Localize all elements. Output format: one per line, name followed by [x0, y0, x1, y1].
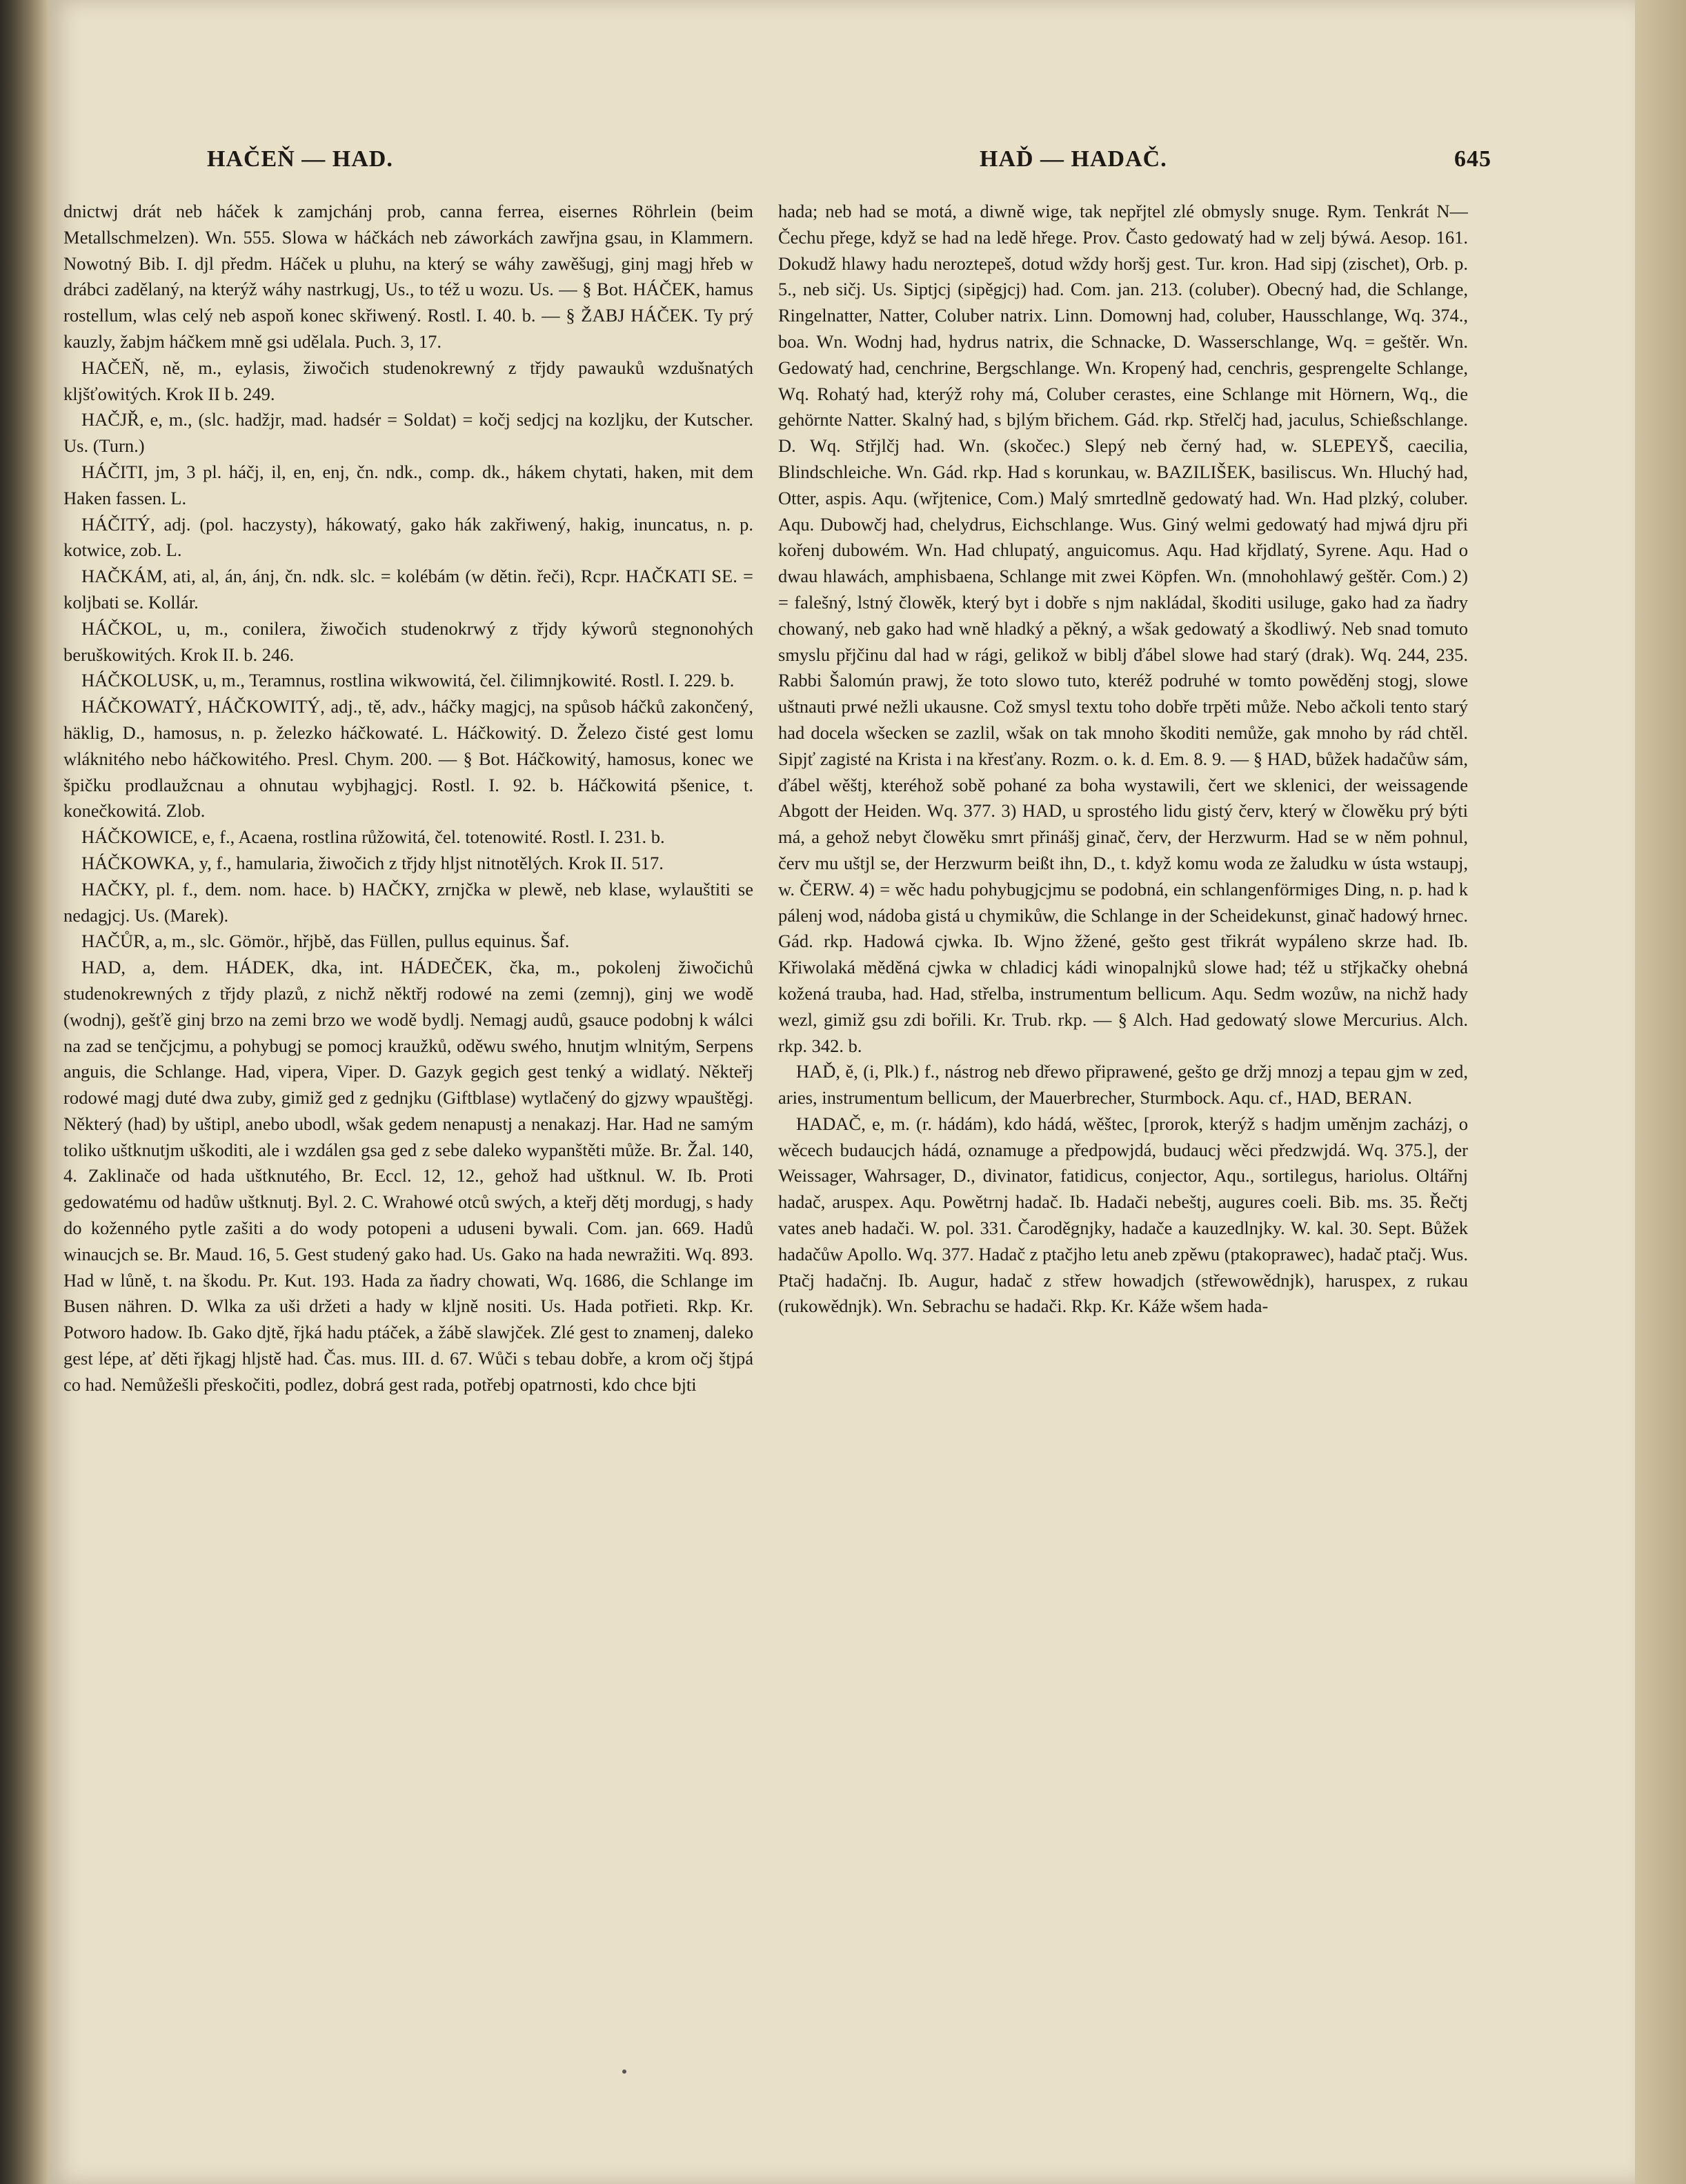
entry-hacky: HAČKY, pl. f., dem. nom. hace. b) HAČKY, zrnjčka w plewě, neb klase, wylauštiti se nedagjcj. Us. (Marek).	[63, 878, 753, 926]
book-gutter	[0, 0, 48, 2184]
entry-haciti: HÁČITI, jm, 3 pl. háčj, il, en, enj, čn. ndk., comp. dk., hákem chytati, haken, mit dem Haken fassen. L.	[63, 461, 753, 508]
print-speck	[622, 2069, 626, 2074]
entry-hacen: HAČEŇ, ně, m., eylasis, žiwočich studenokrewný z třjdy pawauků wzdušnatých kljšťowitých. Krok II b. 249.	[63, 357, 753, 404]
entry-had: HAD, a, dem. HÁDEK, dka, int. HÁDEČEK, čka, m., pokolenj žiwočichů studenokrewných z třjdy plazů, z nichž něktřj rodowé na zemi (zemnj), ginj we wodě (wodnj), gešťě ginj brzo na zemi brzo we wodě bydlj. Nemagj audů, gsauce podobnj k wálci na zad se tenčjcjmu, a pohybugj se pomocj kraužků, oděwu swého, hnutjm wlnitým, Serpens anguis, die Schlange. Had, vipera, Viper. D. Gazyk gegich gest tenký a widlatý. Někteřj rodowé magj duté dwa zuby, gimiž ged z gednjku (Giftblase) wytlačený do gjzwy wpauštěgj. Některý (had) by uštipl, anebo ubodl, wšak gedem nenapustj a nenakazj. Har. Had ne samým toliko uštknutjm uškoditi, ale i wzdálen gsa ged z sebe daleko wypanštěti může. Br. Žal. 140, 4. Zaklinače od hada uštknutého, Br. Eccl. 12, 12., gehož had uštknul. W. Ib. Proti gedowatému od hadůw uštknutj. Byl. 2. C. Wrahowé otců swých, a kteřj dětj mordugj, s hady do koženného pytle zašiti a do wody potopeni a uduseni bywali. Com. jan. 669. Hadů winaucjch se. Br. Maud. 16, 5. Gest studený gako had. Us. Gako na hada newražiti. Wq. 893. Had w lůně, t. na škodu. Pr. Kut. 193. Hada za ňadry chowati, Wq. 1686, die Schlange im Busen nähren. D. Wlka za uši držeti a hady w kljně nositi. Us. Hada potřieti. Rkp. Kr. Potworo hadow. Ib. Gako djtě, řjká hadu ptáček, a žábě slawjček. Zlé gest to znamenj, daleko gest lépe, ať děti řjkagj hljstě had. Čas. mus. III. d. 67. Wůči s tebau dobře, a krom očj štjpá co had. Nemůžešli přeskočiti, podlez, dobrá gest rada, potřebj opatrnosti, kdo chce bjti	[63, 957, 753, 1395]
page-edge	[1635, 0, 1686, 2184]
entry-hackowaty: HÁČKOWATÝ, HÁČKOWITÝ, adj., tě, adv., háčky magjcj, na spůsob háčků zakončený, häklig, D., hamosus, n. p. železko háčkowaté. L. Háčkowitý. D. Železo čisté gest lomu wláknitého nebo háčkowitého. Presl. Chym. 200. — § Bot. Háčkowitý, hamosus, konec we špičku prodlaužcnau a ohnutau wybjhagjcj. Rostl. I. 92. b. Háčkowitá pšenice, t. konečkowitá. Zlob.	[63, 696, 753, 822]
right-running-head: HAĎ — HADAČ.	[980, 146, 1167, 172]
page-number: 645	[1454, 146, 1491, 172]
entry-text: dnictwj drát neb háček k zamjchánj prob, canna ferrea, eisernes Röhrlein (beim Metallschmelzen). Wn. 555. Slowa w háčkách neb záworkách zawřjna gsau, in Klammern. Nowotný Bib. I. djl předm. Háček u pluhu, na který se wáhy zawěšugj, ginj magj hřeb w drábci zadělaný, na kterýž wáhy nastrkugj, Us., to též u wozu. Us. — § Bot. HÁČEK, hamus rostellum, wlas celý neb aspoň konec skřiwený. Rostl. I. 40. b. — § ŽABJ HÁČEK. Ty prý kauzly, žabjm háčkem mně gsi udělala. Puch. 3, 17.	[63, 201, 753, 352]
entry-hackowka: HÁČKOWKA, y, f., hamularia, žiwočich z třjdy hljst nitnotělých. Krok II. 517.	[81, 852, 664, 873]
entry-hacur: HAČŮR, a, m., slc. Gömör., hřjbě, das Füllen, pullus equinus. Šaf.	[81, 931, 570, 952]
entry-hackam: HAČKÁM, ati, al, án, ánj, čn. ndk. slc. = kolébám (w dětin. řeči), Rcpr. HAČKATI SE. = koljbati se. Kollár.	[63, 566, 753, 613]
entry-had-continued: hada; neb had se motá, a diwně wige, tak nepřjtel zlé obmysly snuge. Rym. Tenkrát N— Čechu přege, když se had na ledě hřege. Prov. Často gedowatý had w zelj býwá. Aesop. 161. Dokudž hlawy hadu neroztepeš, dotud wždy horšj gest. Tur. kron. Had sipj (zischet), Orb. p. 5., neb sičj. Us. Siptjcj (sipěgjcj) had. Com. jan. 213. (coluber). Obecný had, die Schlange, Ringelnatter, Natter, Coluber natrix. Linn. Domownj had, coluber, Hausschlange, Wq. 374., boa. Wn. Wodnj had, hydrus natrix, die Schnacke, D. Wasserschlange, Wq. = geštěr. Wn. Gedowatý had, cenchrine, Bergschlange. Wn. Kropený had, cenchris, gesprengelte Schlange, Wq. Rohatý had, kterýž rohy má, Coluber cerastes, eine Schlange mit Hörnern, Wq., die gehörnte Natter. Skalný had, s bjlým břichem. Gád. rkp. Střelčj had, jaculus, Schießschlange. D. Wq. Střjlčj had. Wn. (skočec.) Slepý neb černý had, w. SLEPEYŠ, caecilia, Blindschleiche. Wn. Gád. rkp. Had s korunkau, w. BAZILIŠEK, basiliscus. Wn. Hluchý had, Otter, aspis. Aqu. (wřjtenice, Com.) Malý smrtedlně gedowatý had. Wn. Had plzký, coluber. Aqu. Dubowčj had, chelydrus, Eichschlange. Wus. Giný welmi gedowatý had mjwá djru při kořenj dubowém. Wn. Had chlupatý, anguicomus. Aqu. Had křjdlatý, Syrene. Aqu. Had o dwau hlawách, amphisbaena, Schlange mit zwei Köpfen. Wn. (mnohohlawý geštěr. Com.) 2) = falešný, lstný člowěk, který byt i dobře s njm nakládal, škoditi usiluge, gako had za ňadry chowaný, neb gako had wně hladký a pěkný, a wšak gedowatý a škodliwý. Neb snad tomuto smyslu přjčinu dal had w rági, gelikož w biblj ďábel slowe had starý (drak). Wq. 244, 235. Rabbi Šalomún prawj, že toto slowo tuto, kteréž podruhé w tomto powěděnj stogj, slowe uštnauti prwé nežli ukausne. Což smysl textu toho dobře trpěti může. Nebo ačkoli tento starý had docela wšecken se zazlil, wšak on tak mnoho škoditi nemůže, gak mnoho by rád chtěl. Sipjť zagisté na Krista i na křesťany. Rozm. o. k. d. Em. 8. 9. — § HAD, bůžek hadačůw sám, ďábel wěštj, kteréhož sobě pohané za boha wystawili, čert we sklenici, der weissagende Abgott der Heiden. Wq. 377. 3) HAD, u sprostého lidu gistý červ, který w člowěku prý býti má, a gehož nebyt člowěku smrt přinášj ginač, červ, der Herzwurm. Had se w něm pohnul, červ mu uštjl se, der Herzwurm beißt ihn, D., t. když komu woda ze žaludku w ústa wstaupj, w. ČERW. 4) = wěc hadu pohybugjcjmu se podobná, ein schlangenförmiges Ding, n. p. had k pálenj wod, nádoba gistá u chymikůw, die Schlange in der Scheidekunst, ginač hadowý hrnec. Gád. rkp. Hadowá cjwka. Ib. Wjno žžené, gešto gest třikrát wypáleno skrze had. Ib. Křiwolaká měděná cjwka w chladicj kádi winopalnjků slowe had; též u střjkačky ohebná kožená trauba, had. Had, střelba, instrumentum bellicum. Aqu. Sedm wozůw, na nichž hady wezl, gimiž gsu zdi bořili. Kr. Trub. rkp. — § Alch. Had gedowatý slowe Mercurius. Alch. rkp. 342. b.	[778, 201, 1468, 1056]
entry-hackolusk: HÁČKOLUSK, u, m., Teramnus, rostlina wikwowitá, čel. čilimnjkowité. Rostl. I. 229. b.	[81, 670, 735, 691]
left-running-head: HAČEŇ — HAD.	[207, 146, 393, 172]
entry-hackowice: HÁČKOWICE, e, f., Acaena, rostlina růžowitá, čel. totenowité. Rostl. I. 231. b.	[81, 826, 665, 848]
entry-hacity: HÁČITÝ, adj. (pol. haczysty), hákowatý, gako hák zakřiwený, hakig, inuncatus, n. p. kotwice, zob. L.	[63, 513, 753, 561]
entry-had-aries: HAĎ, ě, (i, Plk.) f., nástrog neb dřewo připrawené, gešto ge držj mnozj a tepau gjm w zed, aries, instrumentum bellicum, der Mauerbrecher, Sturmbock. Aqu. cf., HAD, BERAN.	[778, 1061, 1468, 1109]
right-column	[778, 199, 1468, 2103]
entry-hackol: HÁČKOL, u, m., conilera, žiwočich studenokrwý z třjdy kýworů stegnonohých beruškowitých. Krok II. b. 246.	[63, 617, 753, 665]
entry-hacjr: HAČJŘ, e, m., (slc. hadžjr, mad. hadsér = Soldat) = kočj sedjcj na kozljku, der Kutscher. Us. (Turn.)	[63, 409, 753, 457]
left-column	[63, 199, 753, 2103]
entry-hadac: HADAČ, e, m. (r. hádám), kdo hádá, wěštec, [prorok, kterýž s hadjm uměnjm zacházj, o wěcech budaucjch hádá, oznamuge a předpowjdá, budaucj wěci předzwjdá. Wq. 375.], der Weissager, Wahrsager, D., divinator, fatidicus, conjector, Aqu., sortilegus, hariolus. Oltářnj hadač, aruspex. Aqu. Powětrnj hadač. Ib. Hadači nebeštj, augures coeli. Bib. ms. 35. Řečtj vates aneb hadači. W. pol. 331. Čaroděgnjky, hadače a kauzedlnjky. W. kal. 30. Sept. Bůžek hadačůw Apollo. Wq. 377. Hadač z ptačjho letu aneb zpěwu (ptakoprawec), hadač ptačj. Wus. Ptačj hadačnj. Ib. Augur, hadač z střew howadjch (střewowědnjk), haruspex, z rukau (rukowědnjk). Wn. Sebrachu se hadači. Rkp. Kr. Káže wšem hada-	[778, 1113, 1468, 1317]
